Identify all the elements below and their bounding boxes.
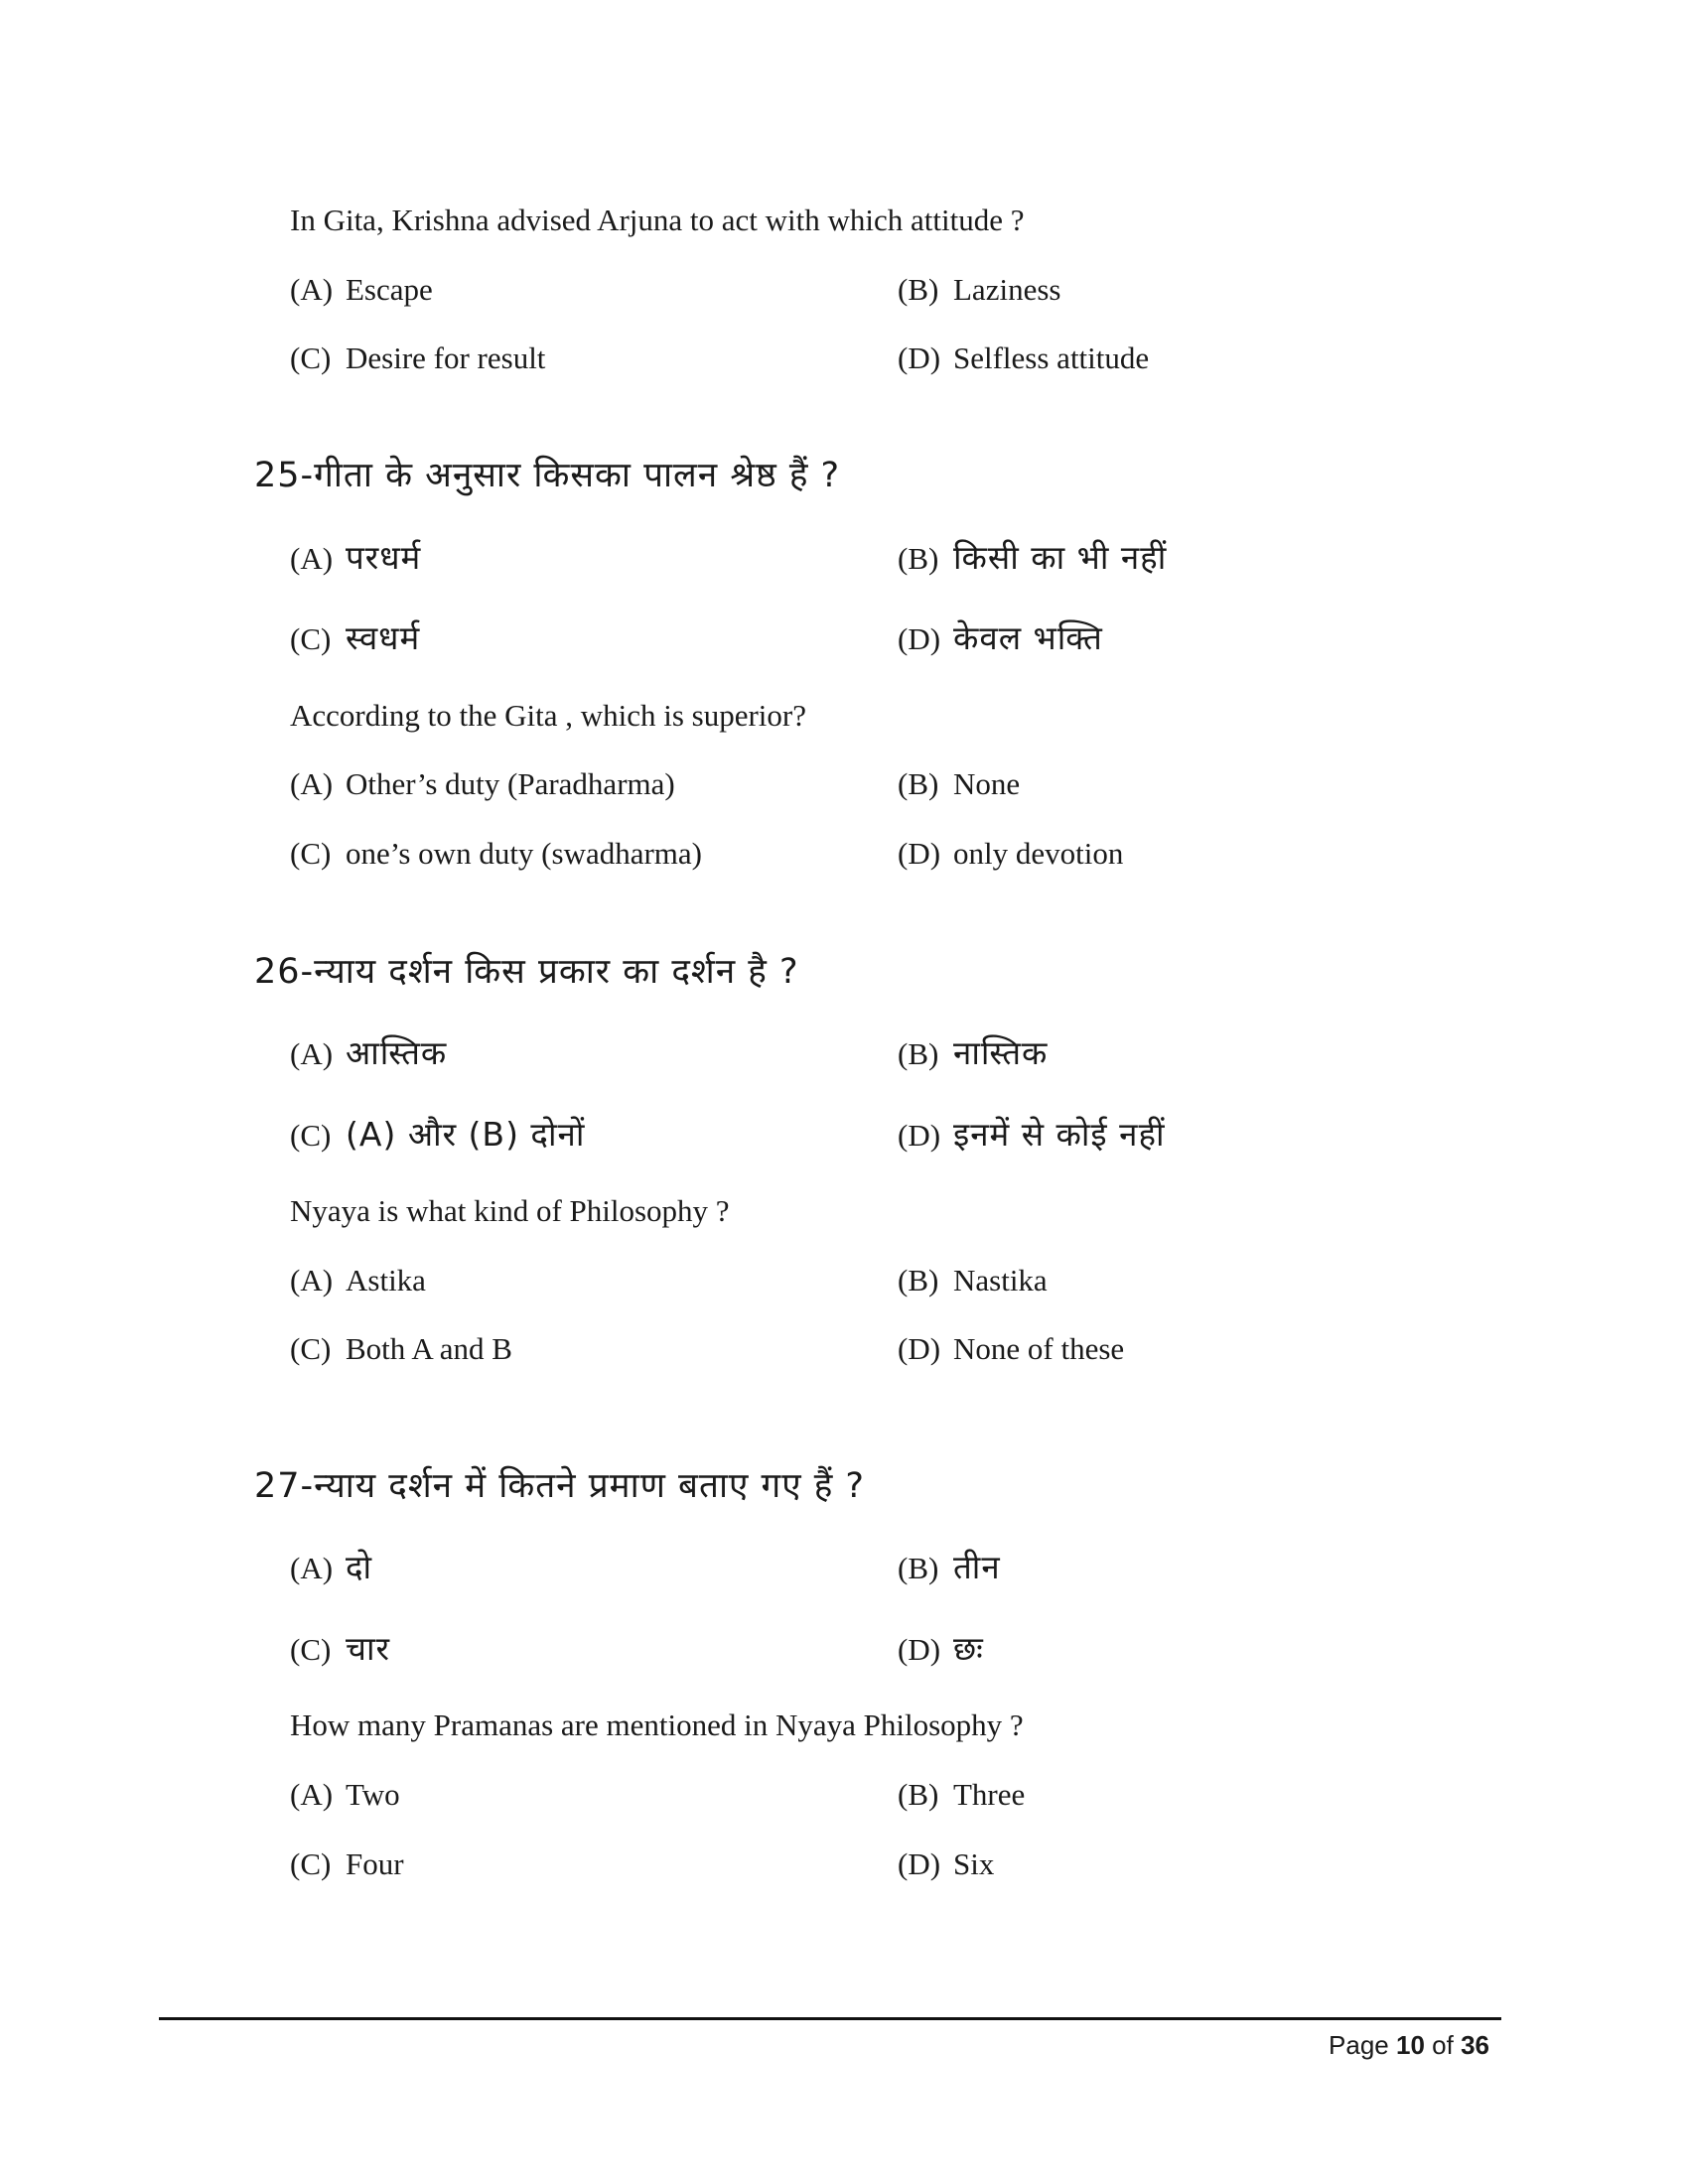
question-25-hi: 25-गीता के अनुसार किसका पालन श्रेष्ठ हैं ?	[254, 456, 841, 495]
q25-en-option-b: (B) None	[898, 766, 1021, 801]
q27-en-option-b: (B) Three	[898, 1777, 1026, 1812]
question-25-en: According to the Gita , which is superior?	[290, 698, 806, 733]
question-26-en: Nyaya is what kind of Philosophy ?	[290, 1193, 730, 1228]
q26-hi-option-c: (C) (A) और (B) दोनों	[290, 1115, 586, 1154]
q27-hi-option-b: (B) तीन	[898, 1548, 1001, 1586]
question-27-en: How many Pramanas are mentioned in Nyaya Philosophy ?	[290, 1707, 1024, 1742]
q24-en-option-d: (D) Selfless attitude	[898, 341, 1150, 375]
q25-hi-option-a: (A) परधर्म	[290, 538, 422, 577]
page-current: 10	[1396, 2030, 1425, 2060]
q24-en-option-c: (C) Desire for result	[290, 341, 546, 375]
question-26-hi: 26-न्याय दर्शन किस प्रकार का दर्शन है ?	[254, 952, 799, 992]
q26-en-option-b: (B) Nastika	[898, 1263, 1048, 1297]
q27-en-option-a: (A) Two	[290, 1777, 400, 1812]
q25-hi-option-c: (C) स्वधर्म	[290, 618, 421, 657]
q26-hi-option-d: (D) इनमें से कोई नहीं	[898, 1115, 1166, 1154]
footer-divider	[159, 2017, 1501, 2020]
q25-en-option-c: (C) one’s own duty (swadharma)	[290, 836, 702, 871]
q24-en-option-a: (A) Escape	[290, 272, 433, 307]
q25-en-option-d: (D) only devotion	[898, 836, 1124, 871]
q27-hi-option-d: (D) छः	[898, 1629, 984, 1668]
q27-hi-option-c: (C) चार	[290, 1629, 390, 1668]
q26-en-option-d: (D) None of these	[898, 1331, 1125, 1366]
q26-hi-option-b: (B) नास्तिक	[898, 1033, 1049, 1072]
page-total: 36	[1461, 2030, 1489, 2060]
q26-hi-option-a: (A) आस्तिक	[290, 1033, 448, 1072]
q25-en-option-a: (A) Other’s duty (Paradharma)	[290, 766, 675, 801]
question-27-hi: 27-न्याय दर्शन में कितने प्रमाण बताए गए हैं ?	[254, 1466, 866, 1506]
q27-hi-option-a: (A) दो	[290, 1548, 373, 1586]
q25-hi-option-b: (B) किसी का भी नहीं	[898, 538, 1168, 577]
question-24-en: In Gita, Krishna advised Arjuna to act with which attitude ?	[290, 203, 1025, 237]
q27-en-option-d: (D) Six	[898, 1846, 995, 1881]
q25-hi-option-d: (D) केवल भक्ति	[898, 618, 1103, 657]
q27-en-option-c: (C) Four	[290, 1846, 404, 1881]
page-of: of	[1432, 2030, 1454, 2060]
page-number	[1329, 2030, 1489, 2061]
page-label: Page	[1329, 2030, 1389, 2060]
q26-en-option-a: (A) Astika	[290, 1263, 426, 1297]
q26-en-option-c: (C) Both A and B	[290, 1331, 512, 1366]
q24-en-option-b: (B) Laziness	[898, 272, 1061, 307]
